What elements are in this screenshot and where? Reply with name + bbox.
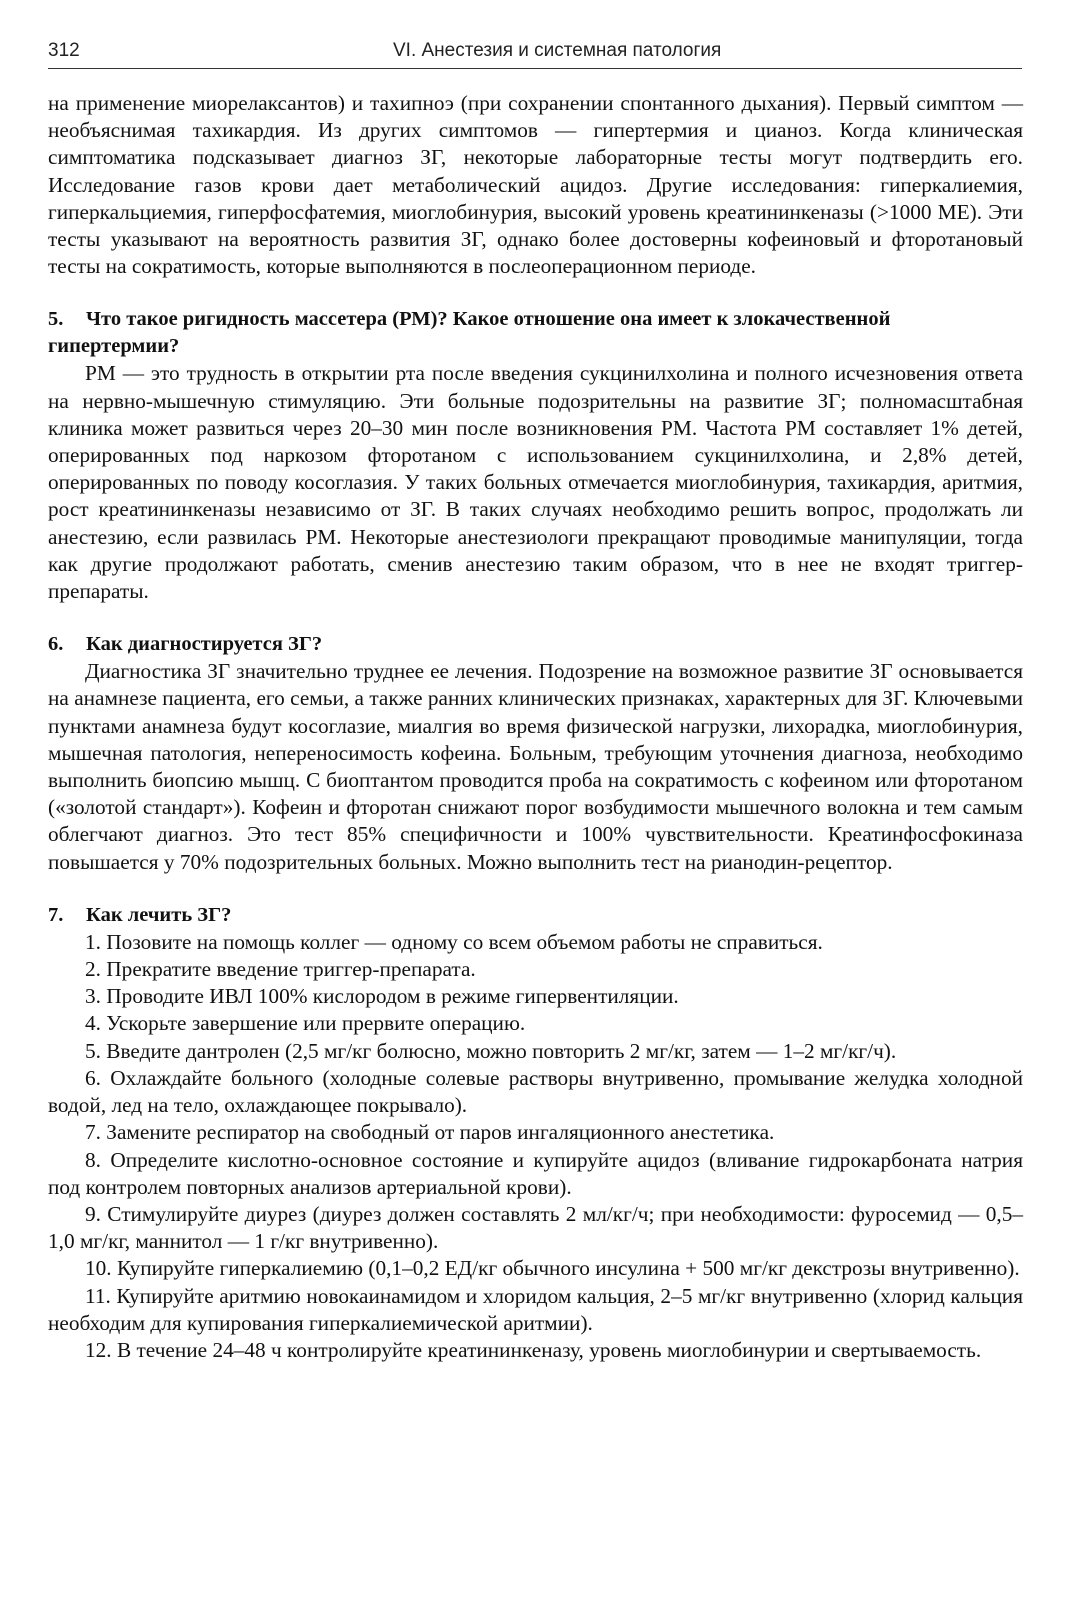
intro-paragraph: на применение миорелаксантов) и тахипноэ (при сохранении спонтанного дыхания). Первый симптом — необъяснимая тахикардия. Из других симптомов — гипертермия и цианоз. Когда клиническая симптоматика подсказывает диагноз ЗГ, некоторые лабораторные тесты могут подтвердить его. Исследование газов крови дает метаболический ацидоз. Другие исследования: гиперкалиемия, гиперкальциемия, гиперфосфатемия, миоглобинурия, высокий уровень креатининкеназы (>1000 МЕ). Эти тесты указывают на вероятность развития ЗГ, однако более достоверны кофеиновый и фторотановый тесты на сократимость, которые выполняются в послеоперационном периоде. [48,91,1023,279]
question-6-text: Как диагностируется ЗГ? [86,633,323,656]
question-7-heading [48,902,1023,929]
page-number: 312 [48,40,80,61]
question-6-number: 6. [48,633,64,656]
header-rule [48,68,1022,69]
answer-6: Диагностика ЗГ значительно труднее ее лечения. Подозрение на возможное развитие ЗГ основывается на анамнезе пациента, его семьи, а также ранних клинических признаках, характерных для ЗГ. Ключевыми пунктами анамнеза будут косоглазие, миалгия во время физической нагрузки, лихорадка, миоглобинурия, мышечная патология, непереносимость кофеина. Больным, требующим уточнения диагноза, необходимо выполнить биопсию мышц. С биоптантом проводится проба на сократимость с кофеином или фторотаном («золотой стандарт»). Кофеин и фторотан снижают порог возбудимости мышечного волокна и тем самым облегчают диагноз. Это тест 85% специфичности и 100% чувствительности. Креатинфосфокиназа повышается у 70% подозрительных больных. Можно выполнить тест на рианодин-рецептор. [48,659,1023,874]
treatment-step: 5. Введите дантролен (2,5 мг/кг болюсно, можно повторить 2 мг/кг, затем — 1–2 мг/кг/ч). [85,1038,897,1063]
treatment-step: 11. Купируйте аритмию новокаинамидом и хлоридом кальция, 2–5 мг/кг внутривенно (хлорид кальция необходим для купирования гиперкалиемической аритмии). [48,1283,1023,1335]
treatment-step: 8. Определите кислотно-основное состояние и купируйте ацидоз (вливание гидрокарбоната натрия под контролем повторных анализов артериальной крови). [48,1147,1023,1199]
question-5-text: Что такое ригидность массетера (РМ)? Какое отношение она имеет к злокачественной гипертермии? [48,308,891,358]
answer-5: РМ — это трудность в открытии рта после введения сукцинилхолина и полного исчезновения ответа на нервно-мышечную стимуляцию. Эти больные подозрительны на развитие ЗГ; полномасштабная клиника может развиться через 20–30 мин после возникновения РМ. Частота РМ составляет 1% детей, оперированных под наркозом фторотаном с использованием сукцинилхолина, и 2,8% детей, оперированных по поводу косоглазия. У таких больных отмечается миоглобинурия, тахикардия, аритмия, рост креатининкеназы независимо от ЗГ. В таких случаях необходимо решить вопрос, продолжать ли анестезию, если развилась РМ. Некоторые анестезиологи прекращают проводимые манипуляции, тогда как другие продолжают работать, сменив анестезию таким образом, что в нее не входят триггер-препараты. [48,361,1023,604]
question-6-heading [48,631,1023,658]
question-7-number: 7. [48,903,64,926]
treatment-step: 7. Замените респиратор на свободный от паров ингаляционного анестетика. [85,1120,775,1145]
treatment-step: 1. Позовите на помощь коллег — одному со всем объемом работы не справиться. [85,929,823,954]
chapter-title: VI. Анестезия и системная патология [393,40,722,61]
treatment-step: 10. Купируйте гиперкалиемию (0,1–0,2 ЕД/кг обычного инсулина + 500 мг/кг декстрозы внутривенно). [85,1256,1020,1281]
treatment-step: 12. В течение 24–48 ч контролируйте креатининкеназу, уровень миоглобинурии и свертываемость. [85,1337,982,1362]
question-5-number: 5. [48,308,64,331]
treatment-steps-list [48,929,1023,1364]
treatment-step: 3. Проводите ИВЛ 100% кислородом в режиме гипервентиляции. [85,984,679,1009]
treatment-step: 6. Охлаждайте больного (холодные солевые растворы внутривенно, промывание желудка холодной водой, лед на тело, охлаждающее покрывало). [48,1065,1023,1118]
page-body [48,90,1023,1364]
running-header [48,38,1022,66]
treatment-step: 4. Ускорьте завершение или прервите операцию. [85,1011,526,1036]
question-7-text: Как лечить ЗГ? [86,903,232,926]
treatment-step: 9. Стимулируйте диурез (диурез должен составлять 2 мл/кг/ч; при необходимости: фуросемид — 0,5–1,0 мг/кг, маннитол — 1 г/кг внутривенно). [48,1201,1023,1254]
question-5-heading [48,306,1023,360]
treatment-step: 2. Прекратите введение триггер-препарата. [85,957,476,982]
